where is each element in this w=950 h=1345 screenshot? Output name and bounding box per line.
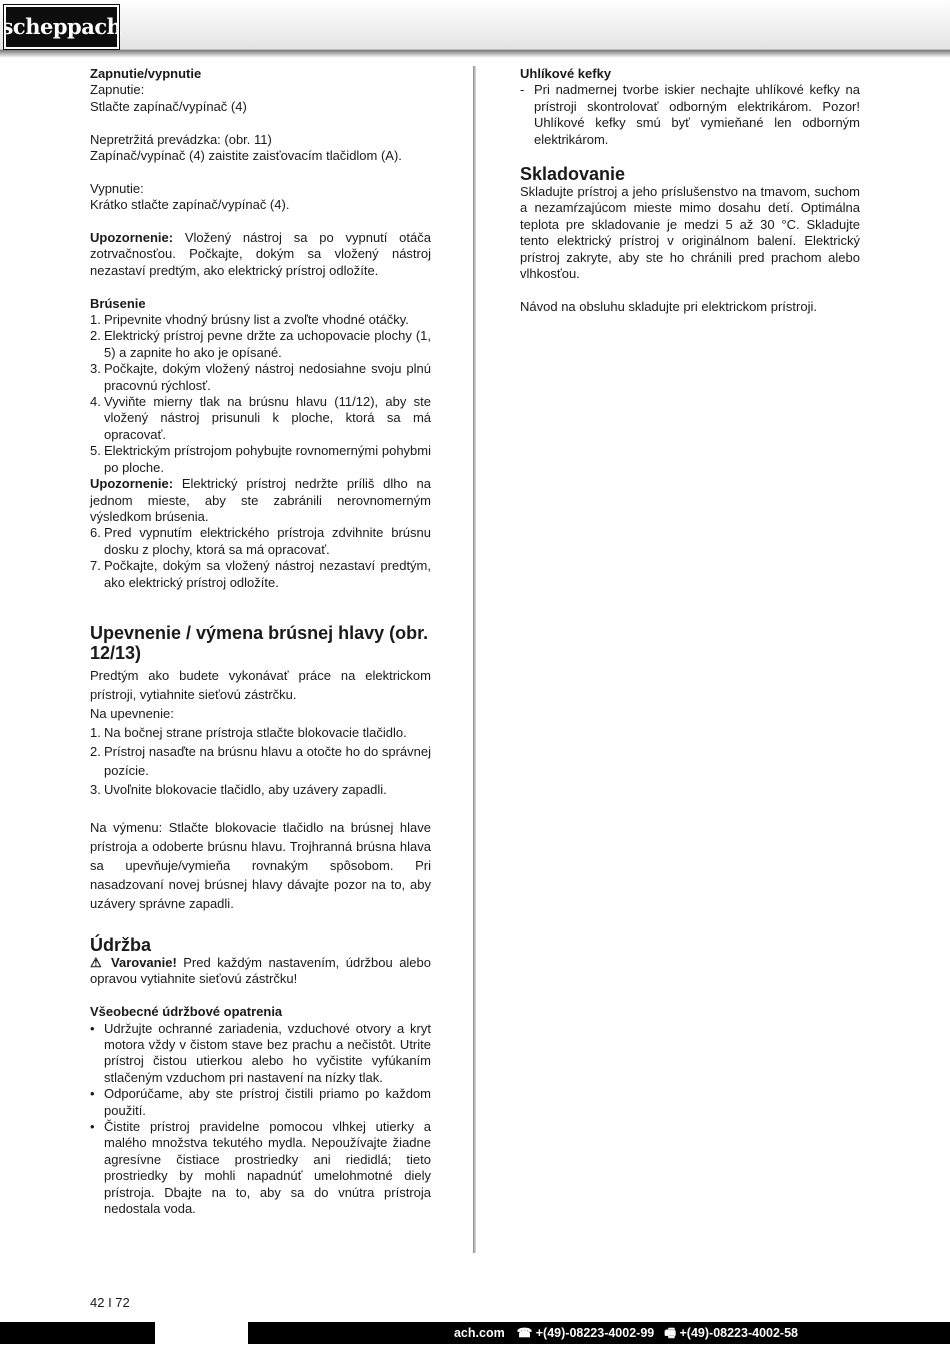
section-upevnenie: [90, 623, 431, 913]
right-column: [520, 66, 860, 315]
warning-text: Elektrický prístroj nedržte príliš dlho na jednom mieste, aby ste zabránili nerovnomerným výsledkom brúsenia.: [90, 476, 431, 524]
step-text: Elektrickým prístrojom pohybujte rovnomernými pohybmi po ploche.: [104, 443, 431, 475]
step-number: 4.: [90, 394, 101, 410]
footer-bar-left: [0, 1322, 155, 1344]
item-text: Udržujte ochranné zariadenia, vzduchové otvory a kryt motora vždy v čistom stave bez prachu a nečistôt. Utrite prístroj čistou utierkou alebo ho vyčistite vyfúkaním stlačeným vzduchom pri nastavení na nízky tlak.: [104, 1020, 431, 1085]
skladovanie-heading: Skladovanie: [520, 164, 626, 185]
warning-label: Upozornenie:: [90, 476, 174, 492]
list-item: [90, 1086, 431, 1119]
vymena-paragraph: Na výmenu: Stlačte blokovacie tlačidlo na brúsnej hlave prístroja a odoberte brúsnu hlavu. Trojhranná brúsna hlava sa upevňuje/vymieňa rovnakým spôsobom. Pri nasadzovaní novej brúsnej hlavy dávajte pozor na to, aby uzávery správne zapadli.: [90, 819, 431, 911]
step-number: 1.: [90, 724, 101, 740]
warning-text: Vložený nástroj sa po vypnutí otáča zotrvačnosťou. Počkajte, dokým sa vložený nástroj nezastaví predtým, ako elektrický prístroj odložíte.: [90, 230, 431, 278]
footer-fax: 🖷 +(49)-08223-4002-58: [664, 1325, 798, 1340]
bullet-icon: •: [90, 1118, 95, 1134]
bullet-icon: •: [90, 1086, 95, 1102]
list-item: [90, 1021, 431, 1087]
step-text: Pripevnite vhodný brúsny list a zvoľte vhodné otáčky.: [104, 312, 409, 328]
upevnenie-heading: Upevnenie / výmena brúsnej hlavy (obr. 12/13): [90, 622, 429, 663]
page-footer: [0, 1322, 950, 1345]
zapnutie-line-3: Nepretržitá prevádzka: (obr. 11): [90, 131, 272, 147]
zapnutie-line-1: Zapnutie:: [90, 82, 145, 98]
list-item: [90, 312, 431, 328]
step-number: 2.: [90, 328, 101, 344]
zapnutie-line-4: Zapínač/vypínač (4) zaistite zaisťovacím tlačidlom (A).: [90, 148, 402, 164]
upevnenie-sub: Na upevnenie:: [90, 705, 174, 721]
step-text: Počkajte, dokým vložený nástroj nedosiahne svoju plnú pracovnú rýchlosť.: [104, 361, 431, 393]
step-number: 6.: [90, 525, 101, 541]
footer-phone: ☎ +(49)-08223-4002-99: [516, 1325, 655, 1340]
zapnutie-line-6: Krátko stlačte zapínač/vypínač (4).: [90, 197, 290, 213]
warning-text: Pred každým nastavením, údržbou alebo opravou vytiahnite sieťovú zástrčku!: [90, 954, 431, 987]
logo-text: scheppach: [1, 13, 122, 39]
section-udrzba: [90, 935, 431, 1217]
footer-bar-right: [248, 1322, 950, 1344]
kefky-list: [520, 82, 860, 148]
footer-web: ach.com: [453, 1325, 505, 1340]
step-text: Pred vypnutím elektrického prístroja zdvihnite brúsnu dosku z plochy, ktorá sa má opracovať.: [104, 525, 431, 557]
step-number: 3.: [90, 361, 101, 377]
udrzba-subheading: Všeobecné údržbové opatrenia: [90, 1004, 283, 1020]
brusenie-steps-2: [90, 525, 431, 591]
section-brusenie: [90, 296, 431, 591]
step-text: Prístroj nasaďte na brúsnu hlavu a otočte ho do správnej pozície.: [104, 743, 431, 778]
step-number: 3.: [90, 781, 101, 797]
skladovanie-text: Skladujte prístroj a jeho príslušenstvo na tmavom, suchom a nezamŕzajúcom mieste mimo dosahu detí. Optimálna teplota pre skladovanie je medzi 5 až 30 °C. Skladujte tento elektrický prístroj v originálnom balení. Elektrický prístroj zakryte, aby ste ho chránili pred prachom alebo vlhkosťou.: [520, 184, 860, 282]
column-divider: [473, 66, 476, 1253]
step-number: 5.: [90, 443, 101, 459]
zapnutie-line-5: Vypnutie:: [90, 180, 144, 196]
left-column: [90, 66, 431, 1217]
zapnutie-warning: [90, 230, 431, 279]
warning-label: Varovanie!: [111, 954, 177, 970]
zapnutie-line-2: Stlačte zapínač/vypínač (4): [90, 98, 247, 114]
page-header: [0, 0, 950, 50]
list-item: [90, 394, 431, 443]
list-item: [90, 558, 431, 591]
item-text: Pri nadmernej tvorbe iskier nechajte uhlíkové kefky na prístroji skontrolovať odborným elektrikárom. Pozor! Uhlíkové kefky smú byť vymieňané len odborným elektrikárom.: [534, 82, 860, 147]
upevnenie-steps: [90, 723, 431, 799]
udrzba-warning: [90, 955, 431, 988]
brusenie-heading: Brúsenie: [90, 295, 146, 311]
step-text: Na bočnej strane prístroja stlačte blokovacie tlačidlo.: [104, 724, 407, 740]
item-text: Čistite prístroj pravidelne pomocou vlhkej utierky a malého množstva tekutého mydla. Nepoužívajte žiadne agresívne čistiace prostriedky ani riedidlá; tieto prostriedky by mohli napadnúť umelohmotné diely prístroja. Dbajte na to, aby sa do vnútra prístroja nedostala voda.: [104, 1118, 431, 1217]
section-skladovanie: [520, 164, 860, 315]
warning-icon: ⚠: [90, 954, 105, 970]
section-zapnutie: [90, 66, 431, 279]
list-item: [90, 443, 431, 476]
bullet-icon: •: [90, 1020, 95, 1036]
zapnutie-heading: Zapnutie/vypnutie: [90, 66, 202, 81]
list-item: [90, 525, 431, 558]
list-item: [520, 82, 860, 148]
list-item: [90, 780, 431, 799]
warning-label: Upozornenie:: [90, 230, 174, 246]
list-item: [90, 328, 431, 361]
list-item: [90, 723, 431, 742]
list-item: [90, 1119, 431, 1217]
step-number: 2.: [90, 743, 101, 759]
step-text: Elektrický prístroj pevne držte za uchopovacie plochy (1, 5) a zapnite ho ako je opísané.: [104, 328, 431, 360]
step-text: Vyviňte mierny tlak na brúsnu hlavu (11/12), aby ste vložený nástroj prisunuli k ploche, ktorá sa má opracovať.: [104, 394, 431, 442]
scheppach-logo: [1, 5, 122, 49]
header-shadow: [0, 50, 950, 58]
step-text: Uvoľnite blokovacie tlačidlo, aby uzávery zapadli.: [104, 781, 387, 797]
kefky-heading: Uhlíkové kefky: [520, 66, 612, 81]
udrzba-list: [90, 1021, 431, 1218]
step-text: Počkajte, dokým sa vložený nástroj nezastaví predtým, ako elektrický prístroj odložíte.: [104, 558, 431, 590]
dash-icon: -: [520, 82, 525, 98]
page-number: 42 I 72: [90, 1295, 130, 1310]
list-item: [90, 742, 431, 780]
section-uhlikove-kefky: [520, 66, 860, 148]
udrzba-heading: Údržba: [90, 934, 152, 955]
item-text: Odporúčame, aby ste prístroj čistili priamo po každom použití.: [104, 1086, 431, 1118]
brusenie-steps: [90, 312, 431, 476]
skladovanie-note: Návod na obsluhu skladujte pri elektrickom prístroji.: [520, 298, 817, 314]
brusenie-warning: [90, 476, 431, 525]
upevnenie-intro: Predtým ako budete vykonávať práce na elektrickom prístroji, vytiahnite sieťovú zástrčku.: [90, 667, 431, 702]
list-item: [90, 361, 431, 394]
step-number: 1.: [90, 312, 101, 328]
step-number: 7.: [90, 558, 101, 574]
